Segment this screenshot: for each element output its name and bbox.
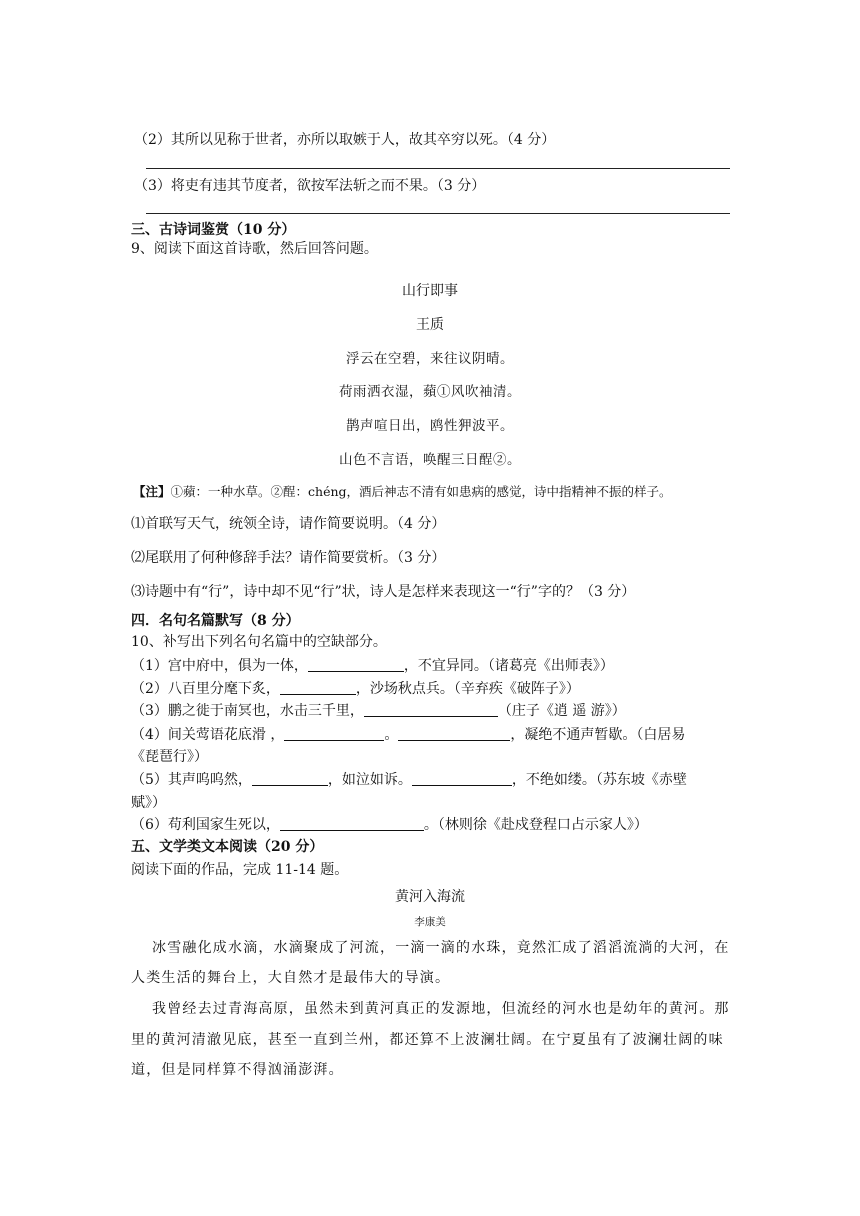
item-text: ，不绝如缕。（苏东坡《赤壁 xyxy=(511,772,687,788)
sub-question-3: ⑶诗题中有“行”，诗中却不见“行”状，诗人是怎样来表现这一“行”字的？（3 分） xyxy=(131,584,636,600)
article-paragraph-1: 冰雪融化成水滴，水滴聚成了河流，一滴一滴的水珠，竟然汇成了滔滔流淌的大河，在 xyxy=(152,940,730,956)
item-text: （2）八百里分麾下炙， xyxy=(131,681,280,697)
recitation-item-5-cont: 赋》） xyxy=(131,795,166,811)
blank-fill[interactable] xyxy=(412,771,512,786)
section-heading: 五、文学类文本阅读（20 分） xyxy=(131,839,324,855)
translation-q2: （2）其所以见称于世者，亦所以取嫉于人，故其卒穷以死。（4 分） xyxy=(134,132,556,148)
blank-fill[interactable] xyxy=(398,726,510,741)
article-paragraph-2-cont: 道，但是同样算不得汹涌澎湃。 xyxy=(131,1062,344,1078)
blank-fill[interactable] xyxy=(284,726,384,741)
reading-intro: 阅读下面的作品，完成 11-14 题。 xyxy=(131,862,349,878)
recitation-item-6 xyxy=(131,816,648,834)
section-heading: 三、古诗词鉴赏（10 分） xyxy=(131,222,296,238)
recitation-item-4-cont: 《琵琶行》） xyxy=(131,749,208,765)
item-text: （4）间关莺语花底滑 ， xyxy=(131,727,285,743)
item-text: ，沙场秋点兵。（辛弃疾《破阵子》） xyxy=(355,681,580,697)
answer-line[interactable] xyxy=(146,168,730,169)
sub-question-1: ⑴首联写天气，统领全诗，请作简要说明。（4 分） xyxy=(131,516,446,532)
translation-q3: （3）将吏有违其节度者，欲按军法斩之而不果。（3 分） xyxy=(134,178,486,194)
blank-fill[interactable] xyxy=(252,771,328,786)
poem-author: 王质 xyxy=(416,317,444,333)
item-text: （3）鹏之徙于南冥也，水击三千里， xyxy=(131,703,364,719)
blank-fill[interactable] xyxy=(280,680,356,695)
item-text: 。（林则徐《赴戍登程口占示家人》） xyxy=(423,817,648,833)
recitation-item-5 xyxy=(131,771,687,789)
recitation-item-1 xyxy=(131,657,614,675)
recitation-item-3 xyxy=(131,702,626,720)
item-text: （5）其声呜呜然， xyxy=(131,772,252,788)
question-9: 9、阅读下面这首诗歌，然后回答问题。 xyxy=(131,241,378,257)
poem-note xyxy=(133,483,672,501)
recitation-item-4 xyxy=(131,726,685,744)
poem-line: 荷雨洒衣湿，蘋①风吹袖清。 xyxy=(339,384,521,400)
answer-line[interactable] xyxy=(146,213,730,214)
note-text: ①蘋：一种水草。②酲：chéng，酒后神志不清有如患病的感觉，诗中指精神不振的样子。 xyxy=(170,484,672,499)
blank-fill[interactable] xyxy=(280,816,424,831)
poem-line: 山色不言语，唤醒三日酲②。 xyxy=(339,452,521,468)
blank-fill[interactable] xyxy=(364,702,498,717)
article-author: 李康美 xyxy=(414,916,446,928)
recitation-item-2 xyxy=(131,680,580,698)
note-label: 【注】 xyxy=(133,484,171,499)
blank-fill[interactable] xyxy=(308,657,404,672)
item-text: ，如泣如诉。 xyxy=(327,772,412,788)
poem-title: 山行即事 xyxy=(402,283,458,299)
article-title: 黄河入海流 xyxy=(395,889,465,905)
question-10: 10、补写出下列名句名篇中的空缺部分。 xyxy=(131,634,387,650)
poem-line: 浮云在空碧，来往议阴晴。 xyxy=(346,351,514,367)
item-text: （庄子《逍 遥 游》） xyxy=(497,703,626,719)
poem-line: 鹊声喧日出，鸥性狎波平。 xyxy=(346,418,514,434)
section-heading: 四．名句名篇默写（8 分） xyxy=(131,613,300,629)
article-paragraph-2: 我曾经去过青海高原，虽然未到黄河真正的发源地，但流经的河水也是幼年的黄河。那 xyxy=(152,1001,730,1017)
item-text: ，凝绝不通声暂歇。（白居易 xyxy=(510,727,686,743)
article-paragraph-2-cont: 里的黄河清澈见底，甚至一直到兰州，都还算不上波澜壮阔。在宁夏虽有了波澜壮阔的味 xyxy=(131,1032,724,1048)
sub-question-2: ⑵尾联用了何种修辞手法？请作简要赏析。（3 分） xyxy=(131,550,446,566)
item-text: 。 xyxy=(384,727,399,743)
item-text: ，不宜异同。（诸葛亮《出师表》） xyxy=(403,658,614,674)
item-text: （1）宫中府中，俱为一体， xyxy=(131,658,308,674)
article-paragraph-1-cont: 人类生活的舞台上，大自然才是最伟大的导演。 xyxy=(131,970,451,986)
item-text: （6）苟利国家生死以， xyxy=(131,817,280,833)
